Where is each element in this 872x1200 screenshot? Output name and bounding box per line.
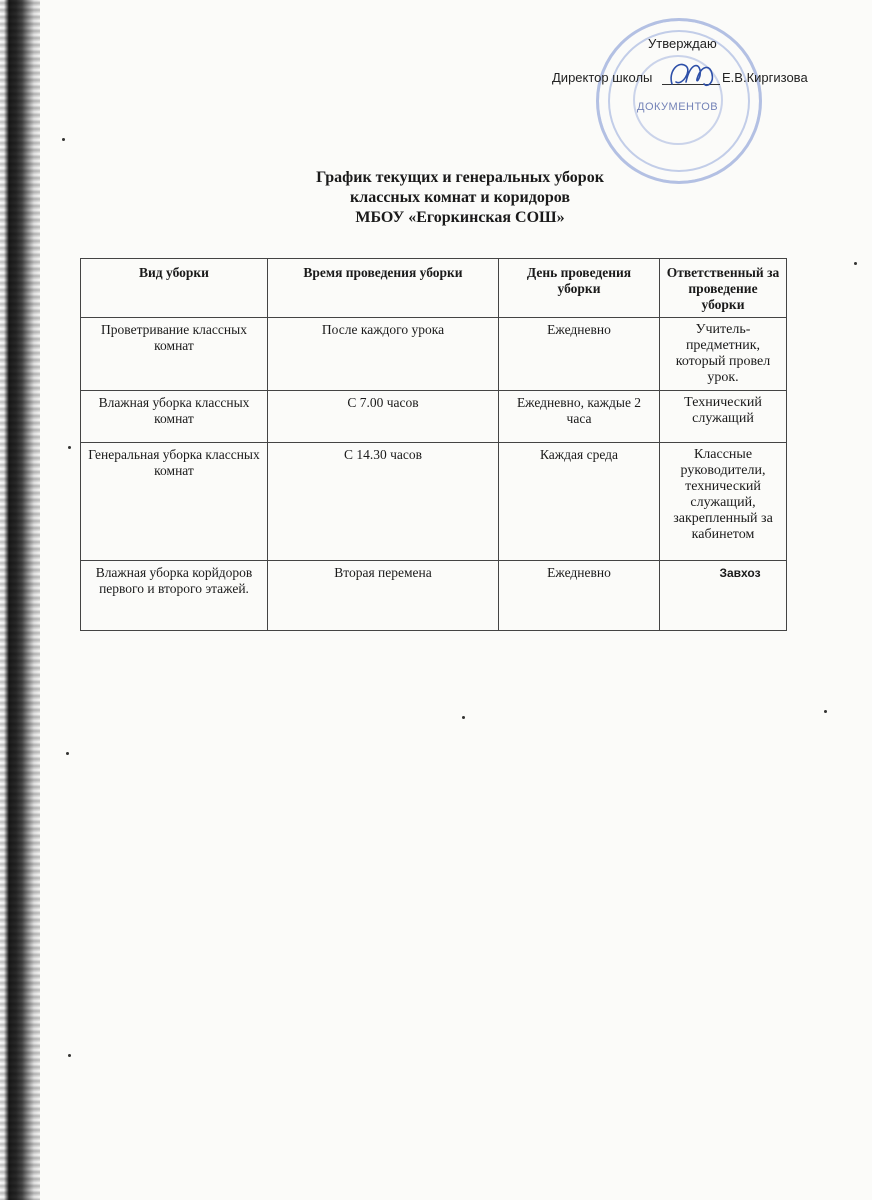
column-header-type: Вид уборки xyxy=(81,259,268,318)
title-line-1: График текущих и генеральных уборок xyxy=(316,169,604,186)
cell-type: Влажная уборка классных комнат xyxy=(81,391,268,443)
cell-time: Вторая перемена xyxy=(268,561,499,631)
cell-day: Каждая среда xyxy=(499,443,660,561)
cell-time: С 14.30 часов xyxy=(268,443,499,561)
cell-responsible: Учитель-предметник, который провел урок. xyxy=(660,318,787,391)
document-title xyxy=(200,168,720,228)
column-header-responsible: Ответственный за проведение уборки xyxy=(660,259,787,318)
cell-day: Ежедневно, каждые 2 часа xyxy=(499,391,660,443)
table-row xyxy=(81,318,787,391)
cell-time: После каждого урока xyxy=(268,318,499,391)
table-row xyxy=(81,391,787,443)
cell-responsible: Классные руководители, технический служащий, закрепленный за кабинетом xyxy=(660,443,787,561)
cleaning-schedule-table xyxy=(80,258,787,631)
table-row xyxy=(81,561,787,631)
approval-block xyxy=(0,0,872,160)
cell-type: Проветривание классных комнат xyxy=(81,318,268,391)
scan-speck xyxy=(68,446,71,449)
title-line-2: классных комнат и коридоров xyxy=(350,189,570,206)
column-header-day: День проведения уборки xyxy=(499,259,660,318)
seal-text: ДОКУМЕНТОВ xyxy=(637,101,719,113)
table-row xyxy=(81,443,787,561)
column-header-time: Время проведения уборки xyxy=(268,259,499,318)
scan-speck xyxy=(824,710,827,713)
director-role: Директор школы xyxy=(552,70,653,85)
director-name: Е.В.Киргизова xyxy=(722,70,808,85)
cell-responsible: Технический служащий xyxy=(660,391,787,443)
scan-binding-edge xyxy=(0,0,40,1200)
cell-responsible: Завхоз xyxy=(660,561,787,631)
cell-time: С 7.00 часов xyxy=(268,391,499,443)
title-line-3: МБОУ «Егоркинская СОШ» xyxy=(355,209,565,226)
cell-type: Влажная уборка корйдоров первого и второго этажей. xyxy=(81,561,268,631)
cell-day: Ежедневно xyxy=(499,561,660,631)
director-signature xyxy=(664,56,720,96)
table-header-row xyxy=(81,259,787,318)
scan-speck xyxy=(68,1054,71,1057)
approved-label: Утверждаю xyxy=(648,36,717,51)
scan-speck xyxy=(462,716,465,719)
cell-type: Генеральная уборка классных комнат xyxy=(81,443,268,561)
scan-speck xyxy=(854,262,857,265)
scan-speck xyxy=(66,752,69,755)
cell-day: Ежедневно xyxy=(499,318,660,391)
